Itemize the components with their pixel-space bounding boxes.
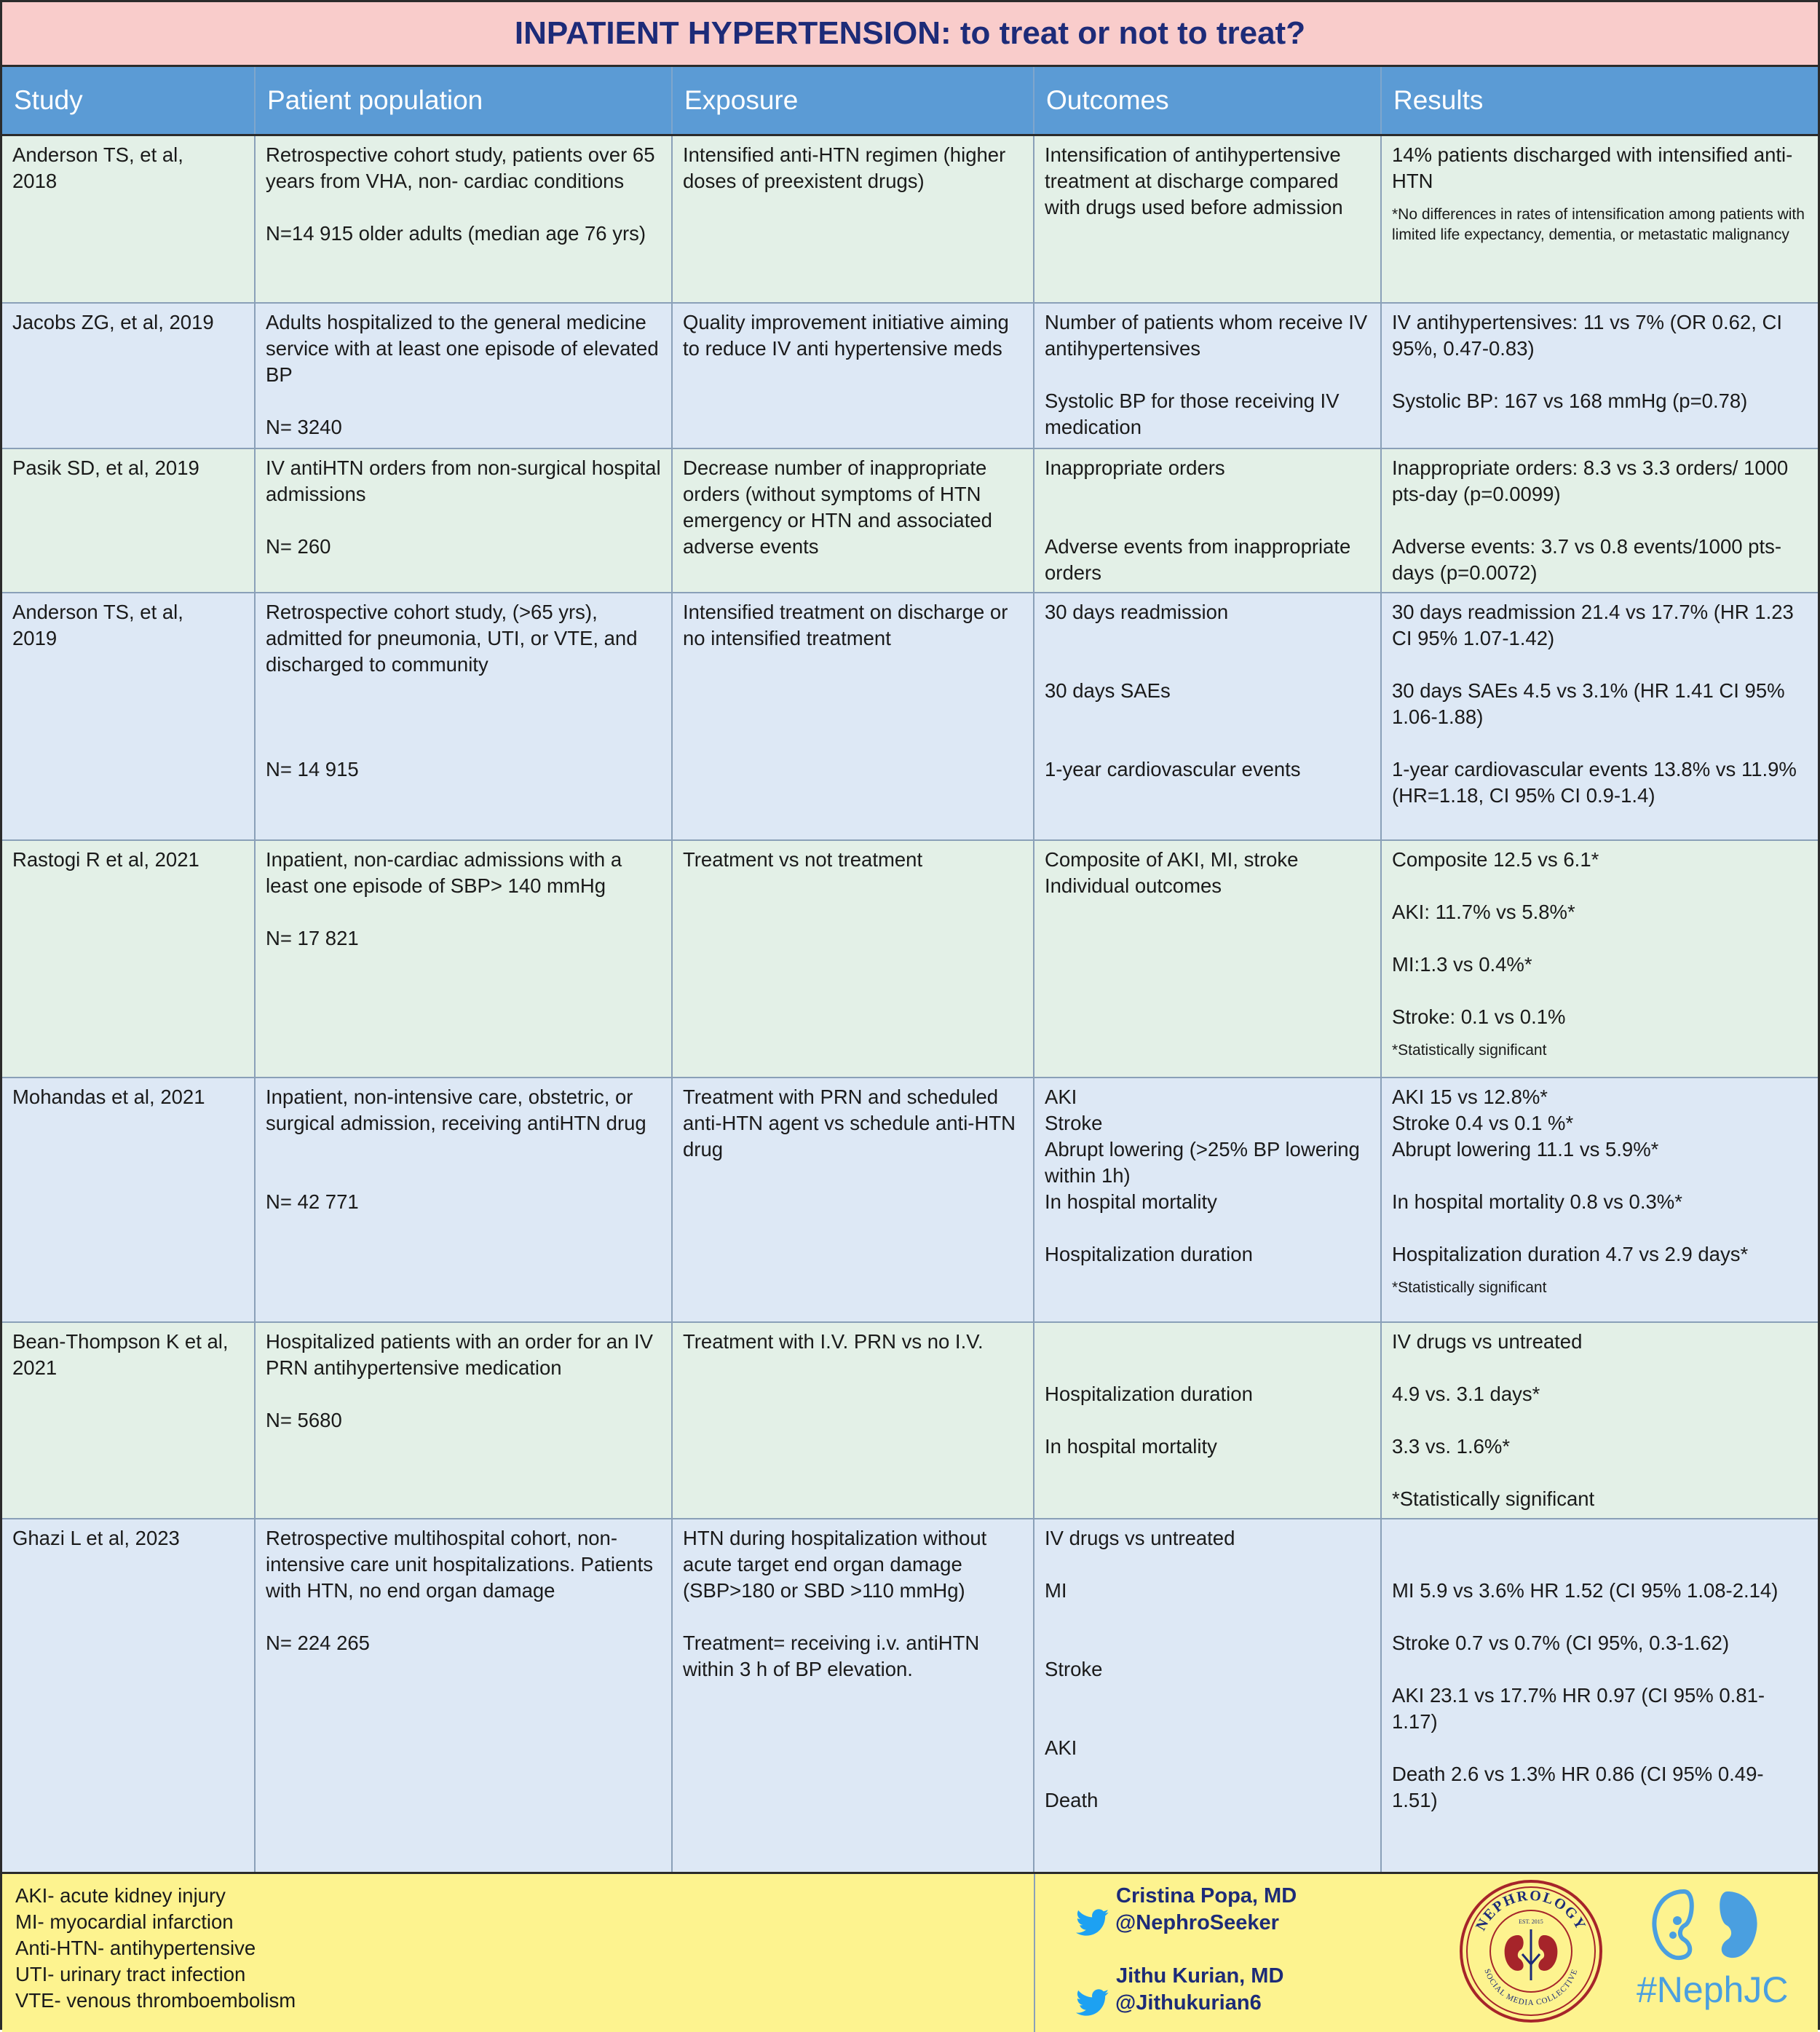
table-row [2,1078,1818,1322]
outcomes-text: AKI Stroke Abrupt lowering (>25% BP lowering within 1h) In hospital mortality Hospitalization duration [1045,1085,1360,1265]
cell-population [255,840,672,1078]
kidney-logo [1644,1884,1768,1972]
results-text: 30 days readmission 21.4 vs 17.7% (HR 1.23 CI 95% 1.07-1.42) 30 days SAEs 4.5 vs 3.1% (HR 1.41 CI 95% 1.06-1.88) 1-year cardiovascular events 13.8% vs 11.9% (HR=1.18, CI 95% CI 0.9-1.4) [1392,600,1797,807]
cell-outcomes [1034,448,1381,593]
exposure-text: Treatment vs not treatment [683,847,923,871]
study-text: Jacobs ZG, et al, 2019 [12,310,214,333]
population-text: IV antiHTN orders from non-surgical hospital admissions N= 260 [266,456,661,558]
cell-results [1381,135,1818,303]
nephrology-seal-logo [1458,1878,1604,2024]
study-text: Anderson TS, et al, 2019 [12,600,183,649]
results-text: IV antihypertensives: 11 vs 7% (OR 0.62, CI 95%, 0.47-0.83) Systolic BP: 167 vs 168 mmHg (p=0.78) [1392,310,1782,412]
author2-handle-row [1076,1989,1262,2017]
cell-outcomes [1034,1322,1381,1519]
exposure-text: Decrease number of inappropriate orders (without symptoms of HTN emergency or HTN and associated adverse events [683,456,992,558]
author2-handle: @Jithukurian6 [1115,1991,1262,2015]
header-study: Study [2,67,255,135]
seal-top-text: NEPHROLOGY [1473,1887,1589,1934]
cell-exposure [672,303,1034,448]
studies-table [2,67,1818,1876]
study-text: Pasik SD, et al, 2019 [12,456,199,479]
author1-handle: @NephroSeeker [1115,1910,1279,1934]
cell-outcomes [1034,1078,1381,1322]
results-text: 14% patients discharged with intensified anti-HTN [1392,143,1793,192]
exposure-text: Quality improvement initiative aiming to reduce IV anti hypertensive meds [683,310,1009,360]
exposure-text: Intensified treatment on discharge or no intensified treatment [683,600,1008,649]
cell-study [2,840,255,1078]
results-text: MI 5.9 vs 3.6% HR 1.52 (CI 95% 1.08-2.14) Stroke 0.7 vs 0.7% (CI 95%, 0.3-1.62) AKI 23.1 vs 17.7% HR 0.97 (CI 95% 0.81-1.17) Death 2.6 vs 1.3% HR 0.86 (CI 95% 0.49-1.51) [1392,1578,1779,1811]
study-text: Ghazi L et al, 2023 [12,1526,180,1549]
cell-outcomes [1034,593,1381,840]
author1-handle-row [1076,1909,1279,1937]
study-text: Mohandas et al, 2021 [12,1085,205,1108]
abbreviations-legend: AKI- acute kidney injury MI- myocardial infarction Anti-HTN- antihypertensive UTI- urinary tract infection VTE- venous thromboembolism [15,1884,296,2012]
exposure-text: Treatment with I.V. PRN vs no I.V. [683,1329,984,1353]
table-row [2,135,1818,303]
outcomes-text: Hospitalization duration In hospital mortality [1045,1382,1253,1458]
cell-exposure [672,1519,1034,1875]
cell-study [2,303,255,448]
table-header-row [2,67,1818,135]
cell-population [255,1322,672,1519]
table-row [2,303,1818,448]
table-row [2,1322,1818,1519]
results-text: Composite 12.5 vs 6.1* AKI: 11.7% vs 5.8%* MI:1.3 vs 0.4%* Stroke: 0.1 vs 0.1% [1392,847,1599,1028]
twitter-bird-icon [1076,1989,1109,2017]
population-text: Adults hospitalized to the general medicine service with at least one episode of elevated BP N= 3240 [266,310,659,438]
cell-outcomes [1034,1519,1381,1875]
cell-exposure [672,1322,1034,1519]
cell-outcomes [1034,303,1381,448]
outcomes-text: IV drugs vs untreated MI Stroke AKI Death [1045,1526,1235,1811]
cell-study [2,448,255,593]
population-text: Retrospective cohort study, (>65 yrs), admitted for pneumonia, UTI, or VTE, and discharged to community N= 14 915 [266,600,638,780]
exposure-text: Treatment with PRN and scheduled anti-HTN agent vs schedule anti-HTN drug [683,1085,1016,1161]
results-text: IV drugs vs untreated 4.9 vs. 3.1 days* 3.3 vs. 1.6%* *Statistically significant [1392,1329,1595,1510]
cell-population [255,135,672,303]
study-text: Bean-Thompson K et al, 2021 [12,1329,229,1379]
cell-population [255,1519,672,1875]
footer-divider [1034,1874,1035,2032]
outcomes-text: Number of patients whom receive IV antihypertensives Systolic BP for those receiving IV medication [1045,310,1368,438]
cell-exposure [672,448,1034,593]
results-footnote: *Statistically significant [1392,1278,1547,1296]
table-row [2,593,1818,840]
cell-study [2,1078,255,1322]
footer [2,1872,1818,2032]
seal-bottom-text: SOCIAL MEDIA COLLECTIVE [1482,1967,1580,2008]
study-text: Anderson TS, et al, 2018 [12,143,183,192]
cell-results [1381,303,1818,448]
table-row [2,840,1818,1078]
cell-results [1381,448,1818,593]
cell-results [1381,1322,1818,1519]
cell-results [1381,593,1818,840]
header-results: Results [1381,67,1818,135]
outcomes-text: Composite of AKI, MI, stroke Individual outcomes [1045,847,1299,897]
exposure-text: HTN during hospitalization without acute target end organ damage (SBP>180 or SBD >110 mmHg) Treatment= receiving i.v. antiHTN within 3 h of BP elevation. [683,1526,987,1680]
table-row [2,1519,1818,1875]
population-text: Inpatient, non-cardiac admissions with a least one episode of SBP> 140 mmHg N= 17 821 [266,847,622,949]
population-text: Retrospective multihospital cohort, non-intensive care unit hospitalizations. Patients with HTN, no end organ damage N= 224 265 [266,1526,653,1654]
table-row [2,448,1818,593]
results-footnote: *Statistically significant [1392,1041,1547,1059]
results-text: Inappropriate orders: 8.3 vs 3.3 orders/ 1000 pts-day (p=0.0099) Adverse events: 3.7 vs 0.8 events/1000 pts-days (p=0.0072) [1392,456,1789,584]
study-text: Rastogi R et al, 2021 [12,847,199,871]
results-footnote: *No differences in rates of intensification among patients with limited life expectancy, dementia, or metastatic malignancy [1392,206,1805,243]
cell-exposure [672,1078,1034,1322]
cell-exposure [672,135,1034,303]
header-outcomes: Outcomes [1034,67,1381,135]
header-exposure: Exposure [672,67,1034,135]
cell-results [1381,1519,1818,1875]
author1-name: Cristina Popa, MD [1116,1884,1297,1908]
cell-outcomes [1034,135,1381,303]
cell-study [2,1322,255,1519]
cell-population [255,593,672,840]
population-text: Hospitalized patients with an order for an IV PRN antihypertensive medication N= 5680 [266,1329,653,1431]
cell-study [2,593,255,840]
cell-population [255,303,672,448]
title-bar [2,2,1818,67]
cell-population [255,448,672,593]
cell-results [1381,1078,1818,1322]
header-population: Patient population [255,67,672,135]
cell-results [1381,840,1818,1078]
cell-outcomes [1034,840,1381,1078]
seal-est-text: EST. 2015 [1519,1918,1543,1925]
outcomes-text: Intensification of antihypertensive treatment at discharge compared with drugs used before admission [1045,143,1343,218]
outcomes-text: Inappropriate orders Adverse events from inappropriate orders [1045,456,1351,584]
population-text: Retrospective cohort study, patients over 65 years from VHA, non- cardiac conditions N=14 915 older adults (median age 76 yrs) [266,143,655,245]
results-text: AKI 15 vs 12.8%* Stroke 0.4 vs 0.1 %* Abrupt lowering 11.1 vs 5.9%* In hospital mortality 0.8 vs 0.3%* Hospitalization duration 4.7 vs 2.9 days* [1392,1085,1749,1265]
cell-exposure [672,840,1034,1078]
cell-population [255,1078,672,1322]
outcomes-text: 30 days readmission 30 days SAEs 1-year cardiovascular events [1045,600,1301,780]
hashtag-nephjc: #NephJC [1637,1969,1789,2010]
twitter-bird-icon [1076,1909,1109,1937]
cell-study [2,1519,255,1875]
cell-exposure [672,593,1034,840]
population-text: Inpatient, non-intensive care, obstetric, or surgical admission, receiving antiHTN drug N= 42 771 [266,1085,646,1213]
author2-name: Jithu Kurian, MD [1116,1964,1284,1988]
exposure-text: Intensified anti-HTN regimen (higher doses of preexistent drugs) [683,143,1006,192]
cell-study [2,135,255,303]
page-title: INPATIENT HYPERTENSION: to treat or not to treat? [514,15,1306,51]
